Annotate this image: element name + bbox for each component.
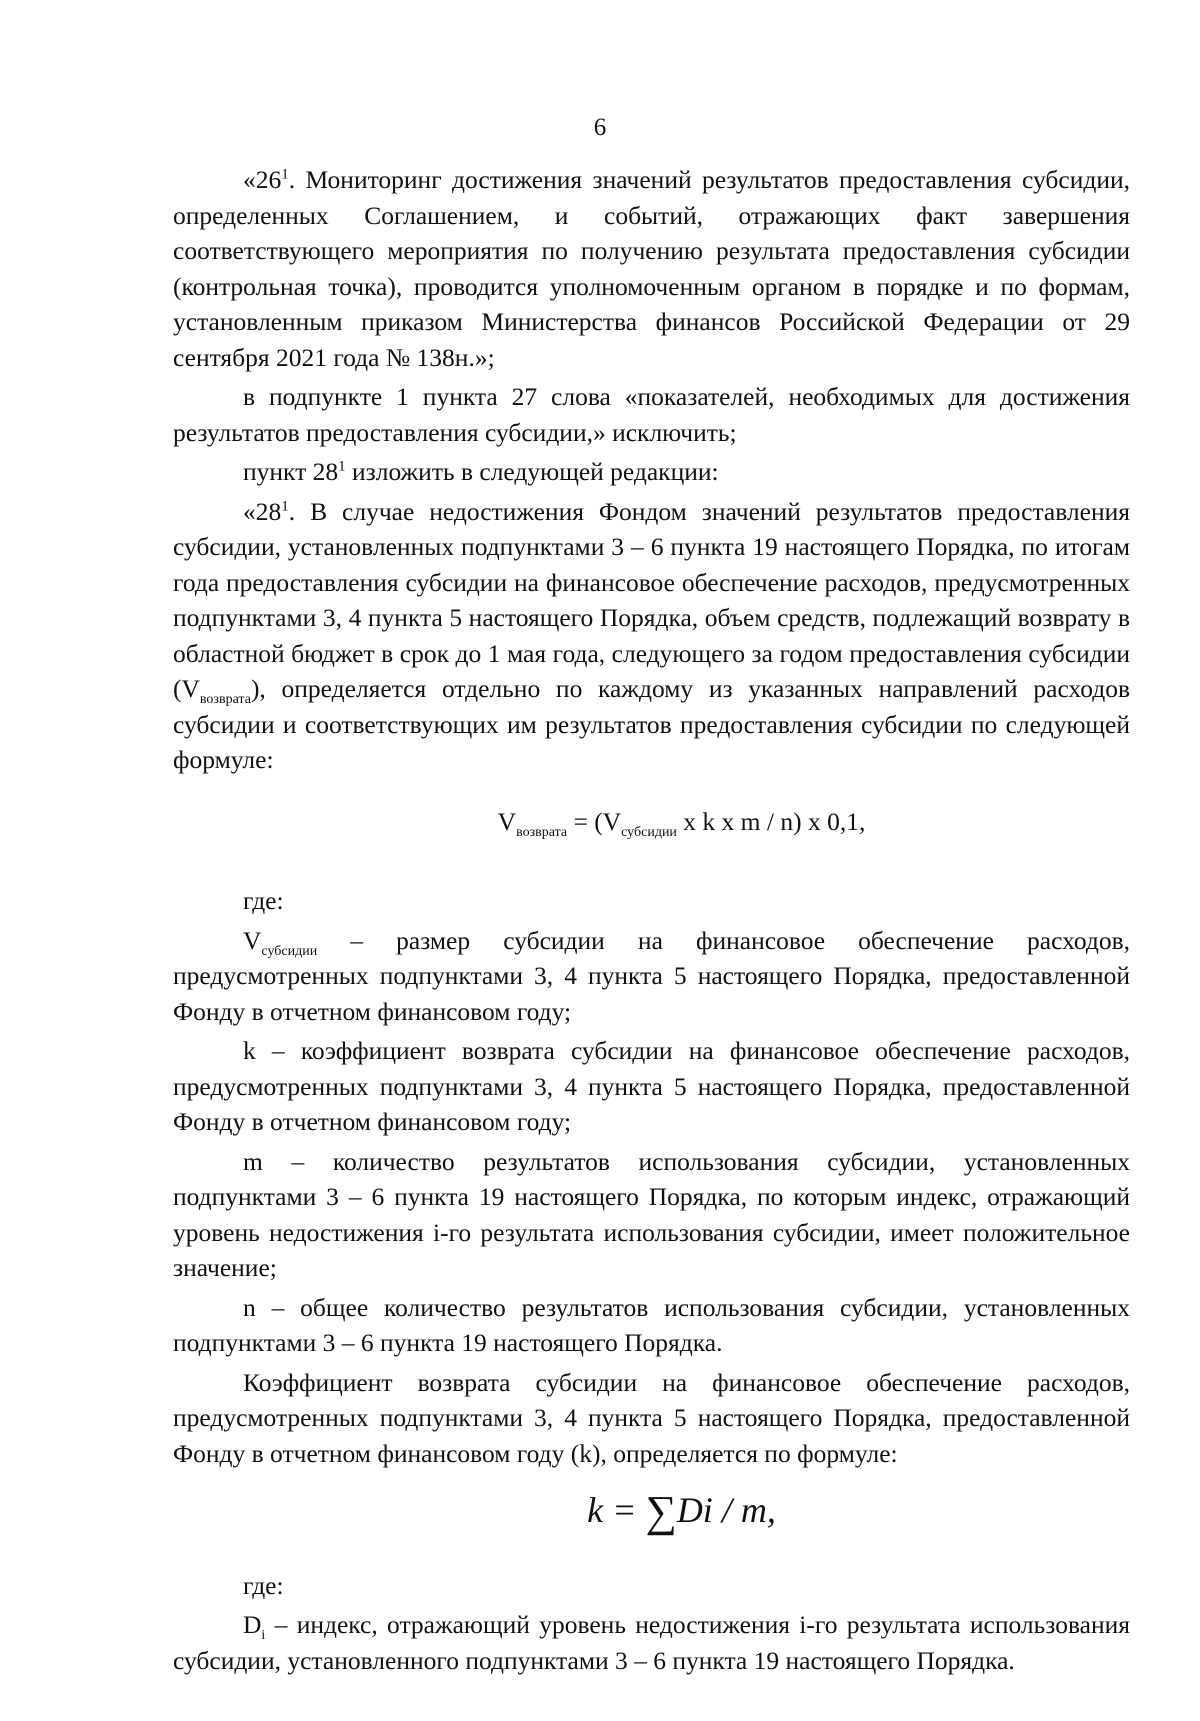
formula-coefficient [233, 1487, 1130, 1536]
formula1-v: V [497, 806, 517, 836]
definition-k: k – коэффициент возврата субсидии на финансовое обеспечение расходов, предусмотренных подпунктами 3, 4 пункта 5 настоящего Порядка, предоставленной Фонду в отчетном финансовом году; [173, 1036, 1130, 1136]
para1-sup: 1 [281, 166, 289, 183]
formula1-mid: = (V [567, 806, 622, 836]
para3-sup: 1 [338, 458, 346, 475]
para4-sup: 1 [281, 498, 289, 514]
def-d-symbol: D [243, 1610, 262, 1639]
page-number: 6 [593, 114, 607, 141]
definition-v [173, 923, 1130, 1030]
paragraph-monitoring [173, 162, 1130, 375]
definition-m: m – количество результатов использования субсидии, установленных подпунктами 3 – 6 пункта 19 настоящего Порядка, по которым индекс, отражающий уровень недостижения i-го результата использования субсидии, имеет положительное значение; [173, 1146, 1130, 1282]
formula2-slash: / [712, 1490, 741, 1530]
paragraph-coefficient: Коэффициент возврата субсидии на финансовое обеспечение расходов, предусмотренных подпунктами 3, 4 пункта 5 настоящего Порядка, предоставленной Фонду в отчетном финансовом году (k), определяется по формуле: [173, 1367, 1130, 1468]
definition-d [173, 1607, 1130, 1678]
paragraph-refund [173, 494, 1130, 778]
formula1-sub2: субсидии [621, 824, 677, 840]
definition-n: n – общее количество результатов использования субсидии, установленных подпунктами 3 – 6 пункта 19 настоящего Порядка. [173, 1292, 1130, 1357]
formula2-tail: , [766, 1490, 776, 1530]
para1-text: . Мониторинг достижения значений результатов предоставления субсидии, определенных Соглашением, и событий, отражающих факт завершения соответствующего мероприятия по получению результата предоставления субсидии (контрольная точка), проводится уполномоченным органом в порядке и по формам, установленным приказом Министерства финансов Российской Федерации от 29 сентября 2021 года № 138н.»; [173, 165, 1130, 372]
formula-refund [233, 804, 1130, 840]
document-body [173, 162, 1130, 1682]
where-label-1: где: [243, 886, 284, 915]
paragraph-point-28 [173, 454, 1130, 490]
sum-symbol: ∑ [645, 1487, 677, 1536]
def-d-sub: i [261, 1628, 266, 1644]
para3-pre: пункт 28 [243, 457, 339, 486]
def-v-symbol: V [243, 925, 262, 955]
para4-sub: возврата [199, 692, 251, 708]
paragraph-subpoint: в подпункте 1 пункта 27 слова «показателей, необходимых для достижения результатов предоставления субсидии,» исключить; [173, 382, 1130, 447]
para1-open: «26 [243, 165, 282, 194]
para4-text2: ), определяется отдельно по каждому из указанных направлений расходов субсидии и соответствующих им результатов предоставления субсидии по следующей формуле: [173, 674, 1130, 774]
formula2-lhs: k = [587, 1490, 646, 1530]
formula1-rest: x k x m / n) x 0,1, [676, 806, 866, 836]
para3-post: изложить в следующей редакции: [345, 457, 719, 486]
formula2-den: m [740, 1490, 767, 1530]
def-d-text: – индекс, отражающий уровень недостижения i-го результата использования субсидии, установленного подпунктами 3 – 6 пункта 19 настоящего Порядка. [173, 1610, 1130, 1675]
def-v-text: – размер субсидии на финансовое обеспечение расходов, предусмотренных подпунктами 3, 4 пункта 5 настоящего Порядка, предоставленной Фонду в отчетном финансовом году; [173, 925, 1130, 1026]
where-label-2: где: [243, 1570, 284, 1600]
formula2-rhs: Di [676, 1490, 713, 1530]
para4-open: «28 [243, 496, 282, 526]
para4-text1: . В случае недостижения Фондом значений результатов предоставления субсидии, установленных подпунктами 3 – 6 пункта 19 настоящего Порядка, по итогам года предоставления субсидии на финансовое обеспечение расходов, предусмотренных подпунктами 3, 4 пункта 5 настоящего Порядка, объем средств, подлежащий возврату в областной бюджет в срок до 1 мая года, следующего за годом предоставления субсидии (V [173, 496, 1130, 703]
def-v-sub: субсидии [261, 943, 318, 959]
formula1-sub1: возврата [516, 824, 568, 840]
